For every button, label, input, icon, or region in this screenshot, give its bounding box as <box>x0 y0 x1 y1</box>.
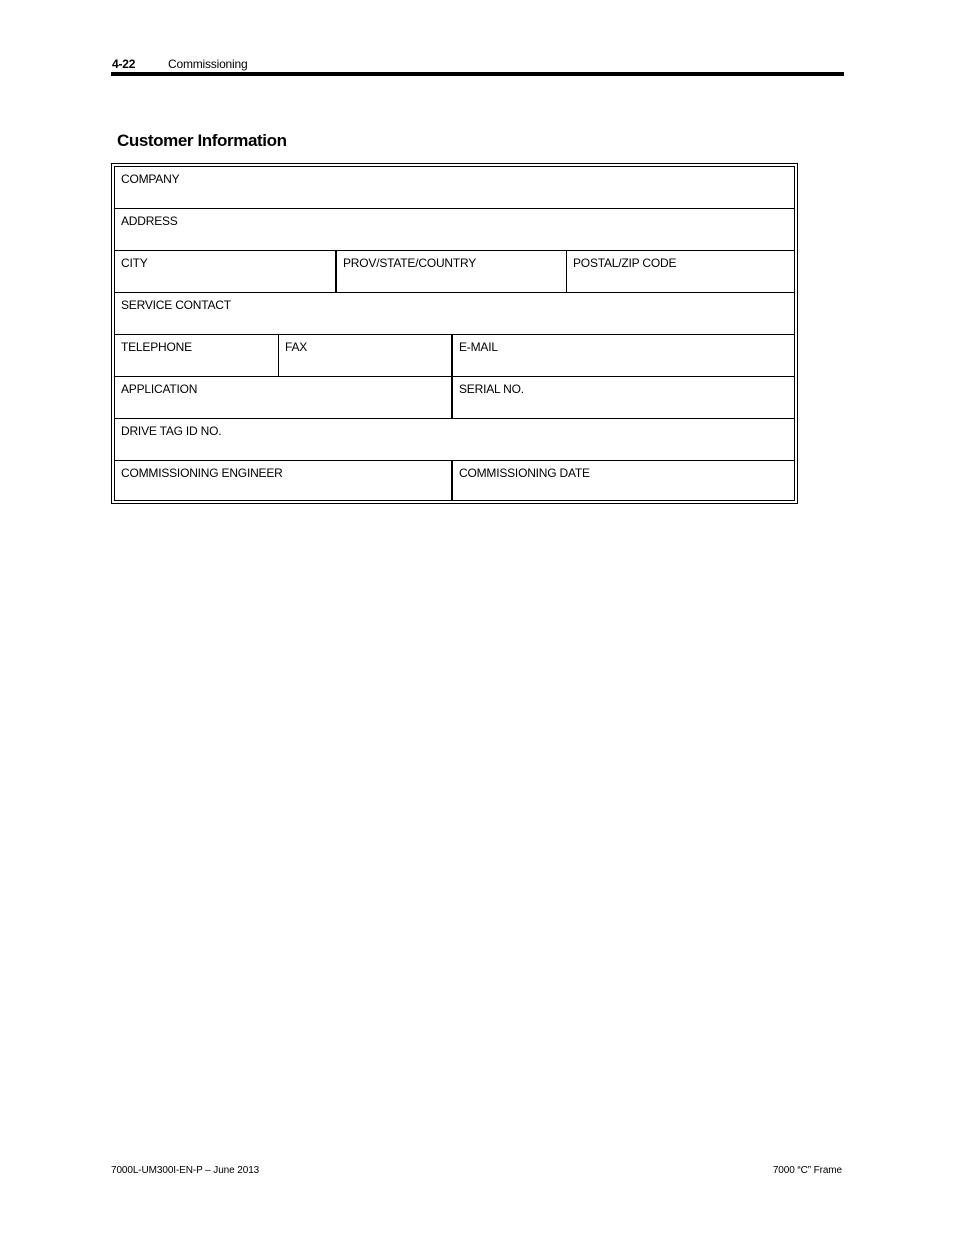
serial-no-field[interactable] <box>451 377 794 418</box>
form-row-telephone <box>115 335 794 377</box>
service-contact-field[interactable] <box>115 293 794 334</box>
company-label: COMPANY <box>121 172 180 186</box>
form-grid <box>114 166 795 501</box>
email-field[interactable] <box>451 335 794 376</box>
form-row-drive-tag <box>115 419 794 461</box>
form-row-company <box>115 167 794 209</box>
commissioning-engineer-label: COMMISSIONING ENGINEER <box>121 466 283 480</box>
page-number: 4-22 <box>112 57 136 71</box>
form-row-city <box>115 251 794 293</box>
commissioning-engineer-field[interactable] <box>115 461 451 500</box>
address-label: ADDRESS <box>121 214 178 228</box>
city-field[interactable] <box>115 251 335 292</box>
postal-zip-code-label: POSTAL/ZIP CODE <box>573 256 677 270</box>
application-field[interactable] <box>115 377 451 418</box>
form-row-commissioning <box>115 461 794 500</box>
prov-state-country-label: PROV/STATE/COUNTRY <box>343 256 477 270</box>
address-field[interactable] <box>115 209 794 250</box>
form-row-application <box>115 377 794 419</box>
fax-label: FAX <box>285 340 308 354</box>
commissioning-date-label: COMMISSIONING DATE <box>459 466 590 480</box>
application-label: APPLICATION <box>121 382 198 396</box>
form-row-service-contact <box>115 293 794 335</box>
telephone-field[interactable] <box>115 335 278 376</box>
page-header <box>111 56 844 76</box>
footer-doc-id: 7000L-UM300I-EN-P – June 2013 <box>111 1165 260 1176</box>
commissioning-date-field[interactable] <box>451 461 794 500</box>
telephone-label: TELEPHONE <box>121 340 192 354</box>
city-label: CITY <box>121 256 148 270</box>
serial-no-label: SERIAL NO. <box>459 382 524 396</box>
page-title: Customer Information <box>117 131 287 150</box>
postal-zip-code-field[interactable] <box>566 251 794 292</box>
customer-information-form <box>111 163 798 504</box>
fax-field[interactable] <box>278 335 451 376</box>
service-contact-label: SERVICE CONTACT <box>121 298 231 312</box>
header-rule <box>111 72 844 76</box>
prov-state-country-field[interactable] <box>335 251 566 292</box>
email-label: E-MAIL <box>459 340 498 354</box>
drive-tag-id-label: DRIVE TAG ID NO. <box>121 424 222 438</box>
section-title: Commissioning <box>168 57 248 71</box>
form-row-address <box>115 209 794 251</box>
footer-product: 7000 “C” Frame <box>772 1165 842 1176</box>
drive-tag-id-field[interactable] <box>115 419 794 460</box>
company-field[interactable] <box>115 167 794 208</box>
